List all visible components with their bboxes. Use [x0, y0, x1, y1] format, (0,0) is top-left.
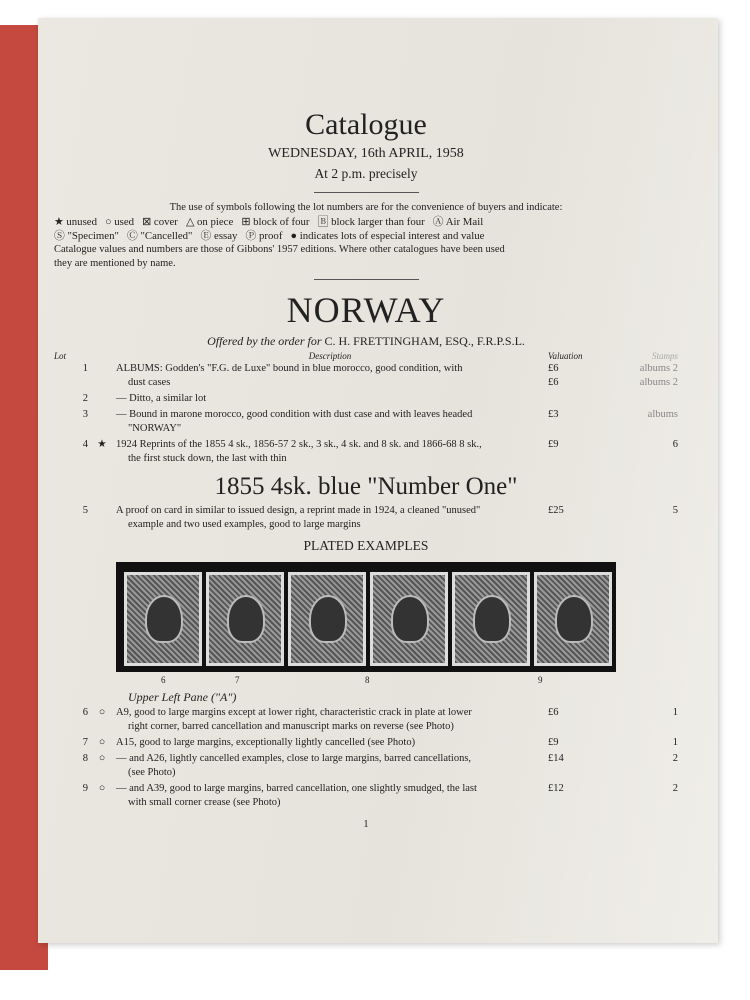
divider — [314, 192, 419, 193]
header-valuation: Valuation — [548, 351, 583, 361]
lot-row: 4 ★ 1924 Reprints of the 1855 4 sk., 1856-57 2 sk., 3 sk., 4 sk. and 8 sk. and 1866-68 8 sk., the first stuck down, the last with thin £9 6 — [82, 439, 678, 464]
auction-time: At 2 p.m. precisely — [314, 166, 418, 181]
stamp-image — [370, 572, 448, 666]
lot-row: 6 ○ A9, good to large margins except at lower right, characteristic crack in plate at lower right corner, barred cancellation and manuscript marks on reverse (see Photo) £6 1 — [82, 707, 678, 732]
symbols-legend-1: ★ unused ○ used ⊠ cover △ on piece ⊞ block of four 🄱 block larger than four Ⓐ Air Mail — [54, 216, 484, 228]
page-title: Catalogue — [305, 108, 427, 141]
stamp-image — [124, 572, 202, 666]
stamp-image — [206, 572, 284, 666]
offered-by: C. H. FRETTINGHAM, ESQ., F.R.P.S.L. — [324, 334, 525, 348]
column-headers — [54, 350, 678, 362]
lots-albums — [54, 362, 678, 466]
photo-label: 9 — [538, 675, 543, 685]
lot-row: 5 A proof on card in similar to issued design, a reprint made in 1924, a cleaned "unused" example and two used examples, good to large margins £25 5 — [82, 505, 678, 530]
pane-heading: Upper Left Pane ("A") — [128, 690, 237, 704]
stamps-photo — [116, 562, 616, 672]
photo-label: 7 — [235, 675, 240, 685]
plated-heading: PLATED EXAMPLES — [303, 538, 429, 553]
lots-plated — [54, 706, 678, 810]
auction-date: WEDNESDAY, 16th APRIL, 1958 — [268, 146, 464, 161]
header-stamps: Stamps — [651, 351, 678, 361]
photo-label: 8 — [365, 675, 370, 685]
country-heading: NORWAY — [286, 290, 446, 330]
lot-row: 2 — Ditto, a similar lot — [82, 393, 207, 404]
photo-label: 6 — [161, 675, 166, 685]
lot-row: 3 — Bound in marone morocco, good condition with dust case and with leaves headed "NORWAY" £3 albums — [82, 409, 678, 434]
lot-row: 1 ALBUMS: Godden's "F.G. de Luxe" bound in blue morocco, good condition, with dust cases £6 £6 albums 2 albums 2 — [82, 363, 678, 388]
symbols-intro: The use of symbols following the lot numbers are for the convenience of buyers and indicate: — [169, 202, 563, 213]
lot-row: 7 ○ A15, good to large margins, exceptionally lightly cancelled (see Photo) £9 1 — [82, 737, 678, 748]
divider — [314, 279, 419, 280]
catalogue-note: Catalogue values and numbers are those of Gibbons' 1957 editions. Where other catalogues have been used — [54, 244, 505, 255]
symbols-legend-2: Ⓢ "Specimen" Ⓒ "Cancelled" Ⓔ essay Ⓟ proof ● indicates lots of especial interest and value — [54, 230, 485, 242]
stamp-image — [288, 572, 366, 666]
photo-labels — [54, 672, 678, 688]
offered-prefix: Offered by the order for — [207, 334, 322, 348]
section-heading: 1855 4sk. blue "Number One" — [214, 473, 518, 500]
header-lot: Lot — [54, 351, 67, 361]
stamp-image — [452, 572, 530, 666]
catalogue-note-2: they are mentioned by name. — [54, 258, 176, 269]
page-number: 1 — [363, 819, 369, 830]
catalogue-page — [38, 18, 718, 943]
lot-row: 9 ○ — and A39, good to large margins, barred cancellation, one slightly smudged, the last with small corner crease (see Photo) £12 2 — [82, 783, 678, 808]
lot-row: 8 ○ — and A26, lightly cancelled examples, close to large margins, barred cancellations, (see Photo) £14 2 — [82, 753, 678, 778]
header-description: Description — [308, 351, 352, 361]
stamp-image — [534, 572, 612, 666]
